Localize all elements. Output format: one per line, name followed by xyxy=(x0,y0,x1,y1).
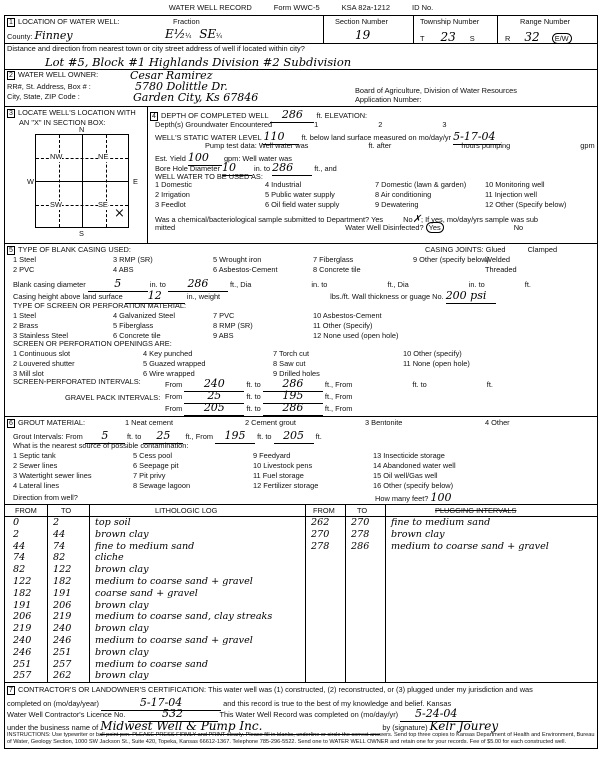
casingtypes-option[interactable]: 2 PVC xyxy=(13,265,35,274)
casing-lbs: lbs./ft. Wall thickness or guage No. xyxy=(330,292,444,301)
log-cell[interactable]: cliche xyxy=(95,552,124,564)
log-from-header-2: FROM xyxy=(313,506,335,515)
elevation-label: ft. ELEVATION: xyxy=(316,111,368,120)
screentypes-option[interactable]: 9 ABS xyxy=(213,331,234,340)
grout-ft: ft. xyxy=(315,432,322,441)
log-cell[interactable]: 219 xyxy=(13,623,32,635)
divider xyxy=(147,106,148,243)
se-label: SE xyxy=(98,200,108,209)
township-value[interactable]: 23 xyxy=(440,30,456,44)
log-row xyxy=(5,517,599,529)
log-from-header: FROM xyxy=(15,506,37,515)
groutopts-option[interactable]: 4 Other xyxy=(485,418,510,427)
openings-option[interactable]: 8 Saw cut xyxy=(273,359,306,368)
casing-types xyxy=(13,255,489,280)
log-cell[interactable]: 257 xyxy=(53,658,72,670)
mitted: mitted xyxy=(155,223,176,232)
uses-option[interactable]: 7 Domestic (lawn & garden) xyxy=(375,180,467,189)
divider xyxy=(323,16,324,43)
locate-title-2: AN "X" IN SECTION BOX: xyxy=(19,118,106,127)
pump-hours: hours pumping xyxy=(461,141,511,150)
ksa-number: KSA 82a-1212 xyxy=(341,3,390,12)
screentypes-option[interactable]: 11 Other (Specify) xyxy=(313,321,373,330)
log-cell[interactable]: 251 xyxy=(53,646,72,658)
gravel-from-label: From xyxy=(165,392,183,401)
contamination-label: What is the nearest source of possible contamination: xyxy=(13,441,189,450)
locate-title-1: LOCATE WELL'S LOCATION WITH xyxy=(18,108,136,117)
direction-label: Direction from well? xyxy=(13,493,78,502)
cert-date[interactable]: 5-17-04 xyxy=(101,697,221,711)
openings-option[interactable]: 7 Torch cut xyxy=(273,349,310,358)
gravel-ft-2: ft., From xyxy=(324,404,353,413)
section-5-number: 5 xyxy=(7,246,15,255)
log-row xyxy=(5,576,599,588)
fraction-label: Fraction xyxy=(173,17,200,26)
log-cell[interactable]: 122 xyxy=(53,564,72,576)
gravel-1-from[interactable]: 25 xyxy=(184,390,244,404)
uses-option[interactable]: 3 Feedlot xyxy=(155,200,186,209)
log-row xyxy=(5,659,599,671)
divider xyxy=(413,16,414,43)
perf-ft: ft., From xyxy=(324,380,353,389)
bore-label: Bore Hole Diameter xyxy=(155,164,220,173)
log-cell[interactable]: 182 xyxy=(13,587,32,599)
log-cell[interactable]: medium to coarse sand + gravel xyxy=(391,540,549,552)
screen-openings xyxy=(13,350,573,378)
log-cell[interactable]: 74 xyxy=(13,552,26,564)
pump-label: Pump test data: Well water was xyxy=(205,141,309,150)
log-cell[interactable]: fine to medium sand xyxy=(95,540,195,552)
srcs-option[interactable]: 16 Other (specify below) xyxy=(373,481,454,490)
openings-option[interactable]: 1 Continuous slot xyxy=(13,349,71,358)
log-cell[interactable]: 251 xyxy=(13,658,32,670)
yield-unit: gpm: Well water was xyxy=(223,154,292,163)
signature: Kelr Jourey xyxy=(429,719,499,733)
log-cell[interactable]: 191 xyxy=(13,599,32,611)
gw-3: 3 xyxy=(442,120,447,129)
location-title: LOCATION OF WATER WELL: xyxy=(18,17,120,26)
log-cell[interactable]: 2 xyxy=(53,517,60,528)
casingtypes-option[interactable]: 4 ABS xyxy=(113,265,134,274)
form-number: Form WWC-5 xyxy=(273,3,320,12)
pump-tail: ft. after xyxy=(368,141,392,150)
uses-option[interactable]: 12 Other (Specify below) xyxy=(485,200,567,209)
openings-option[interactable]: 5 Guazed wrapped xyxy=(143,359,206,368)
signature-label: by (signature) xyxy=(382,723,428,732)
perf-ft2: ft. to xyxy=(412,380,427,389)
log-row xyxy=(5,623,599,635)
srcs-option[interactable]: 2 Sewer lines xyxy=(13,461,58,470)
log-cell[interactable]: 82 xyxy=(53,552,66,564)
quarter-mark-2: ¼ xyxy=(216,33,223,40)
log-row xyxy=(5,647,599,659)
casing-ft-end: ft. xyxy=(524,280,531,289)
log-cell[interactable]: brown clay xyxy=(391,528,445,540)
gw-2: 2 xyxy=(378,120,383,129)
yield-label: Est. Yield xyxy=(155,154,186,163)
depth-title: DEPTH OF COMPLETED WELL xyxy=(161,111,269,120)
log-cell[interactable]: 286 xyxy=(351,540,370,552)
srcs-option[interactable]: 10 Livestock pens xyxy=(253,461,313,470)
township-s: S xyxy=(469,34,475,43)
casingtypes-option[interactable]: 3 RMP (SR) xyxy=(113,255,153,264)
welded-label: Welded xyxy=(485,255,510,264)
instructions: INSTRUCTIONS: Use typewriter or ball point pen. PLEASE PRESS FIRMLY and PRINT clearly. Please fill in blanks, underline or circle the correct answers. Send top three copies to Kansas Department of Health and Environment, Bureau of Water, Geology Section, 1000 SW Jackson St., Suite 420, Topeka, Kansas 66612-1367. Telephone 785-296-5522. Send one to WATER WELL OWNER and retain one for your records. Fee of $5.00 for each constructed well. xyxy=(7,732,595,745)
grout-from-2[interactable]: 195 xyxy=(215,430,255,444)
casing-ft-dia: in. to xyxy=(311,280,328,289)
screentypes-option[interactable]: 1 Steel xyxy=(13,311,37,320)
grout-title: GROUT MATERIAL: xyxy=(18,418,86,427)
id-label: ID No. xyxy=(412,3,434,12)
openings-option[interactable]: 11 None (open hole) xyxy=(403,359,470,368)
disinfected-label: Water Well Disinfected? xyxy=(345,223,424,232)
casingtypes-option[interactable]: 7 Fiberglass xyxy=(313,255,354,264)
cert-text2: completed on (mo/day/year) xyxy=(7,699,100,708)
casing-in-to: in. to xyxy=(468,280,485,289)
township-t: T xyxy=(420,34,425,43)
openings-option[interactable]: 6 Wire wrapped xyxy=(143,369,195,378)
log-row xyxy=(5,552,599,564)
srcs-option[interactable]: 14 Abandoned water well xyxy=(373,461,456,470)
perf-from-label: From xyxy=(165,380,183,389)
section-4-number: 4 xyxy=(150,112,158,121)
casing-dia-to: in. to xyxy=(149,280,166,289)
casing-title: TYPE OF BLANK CASING USED: xyxy=(18,245,131,254)
casingtypes-option[interactable]: 5 Wrought iron xyxy=(213,255,262,264)
record-completed-label: This Water Well Record was completed on (mo/day/yr) xyxy=(219,710,399,719)
cert-text3: and this record is true to the best of my knowledge and belief. Kansas xyxy=(223,699,452,708)
bore-depth[interactable]: 286 xyxy=(272,162,312,176)
openings-option[interactable]: 9 Drilled holes xyxy=(273,369,320,378)
section-number-value[interactable]: 19 xyxy=(355,28,371,42)
grout-interval-label: Grout Intervals: From xyxy=(13,432,83,441)
srcs-option[interactable]: 13 Insecticide storage xyxy=(373,451,445,460)
perf-from[interactable]: 240 xyxy=(184,378,244,392)
casingtypes-option[interactable]: 6 Asbestos-Cement xyxy=(213,265,278,274)
range-r: R xyxy=(505,34,511,43)
how-many-feet-label: How many feet? xyxy=(375,494,429,503)
log-row xyxy=(5,541,599,553)
srcs-option[interactable]: 8 Sewage lagoon xyxy=(133,481,191,490)
gravel-1-to[interactable]: 195 xyxy=(263,390,323,404)
srcs-option[interactable]: 3 Watertight sewer lines xyxy=(13,471,92,480)
uses-option[interactable]: 4 Industrial xyxy=(265,180,302,189)
log-cell[interactable]: 0 xyxy=(13,517,20,528)
grout-to-2[interactable]: 205 xyxy=(274,430,314,444)
screentypes-option[interactable]: 8 RMP (SR) xyxy=(213,321,253,330)
south-label: S xyxy=(79,229,84,238)
groundwater-label: Depth(s) Groundwater Encountered xyxy=(155,120,273,129)
log-row xyxy=(5,529,599,541)
gravel-2-to[interactable]: 286 xyxy=(263,402,323,416)
log-cell[interactable]: 246 xyxy=(53,635,72,646)
casing-ft: ft., Dia xyxy=(387,280,409,289)
uses-option[interactable]: 1 Domestic xyxy=(155,180,192,189)
uses-option[interactable]: 2 Irrigation xyxy=(155,190,190,199)
board-label: Board of Agriculture, Division of Water Resources xyxy=(355,86,517,95)
log-cell[interactable]: 270 xyxy=(351,517,370,528)
owner-name[interactable]: Cesar Ramirez xyxy=(130,69,213,82)
screentypes-option[interactable]: 10 Asbestos-Cement xyxy=(313,311,382,320)
pump-gpm: gpm xyxy=(580,141,595,150)
log-cell[interactable]: 278 xyxy=(311,540,330,552)
screen-types xyxy=(13,312,573,340)
gravel-from-label-2: From xyxy=(165,404,183,413)
log-row xyxy=(5,635,599,647)
business-name[interactable]: Midwest Well & Pump Inc. xyxy=(100,720,380,735)
static-value[interactable]: 110 xyxy=(263,131,299,145)
openings-option[interactable]: 4 Key punched xyxy=(143,349,193,358)
uses-option[interactable]: 8 Air conditioning xyxy=(375,190,432,199)
grout-options xyxy=(125,419,585,429)
use-title: WELL WATER TO BE USED AS: xyxy=(155,172,263,181)
log-cell[interactable]: 206 xyxy=(53,599,72,611)
section-6-number: 6 xyxy=(7,419,15,428)
casing-height-label: Casing height above land surface xyxy=(13,292,123,301)
water-well-record-form xyxy=(4,4,598,753)
screentypes-option[interactable]: 2 Brass xyxy=(13,321,39,330)
business-label: under the business name of xyxy=(7,723,99,732)
static-date[interactable]: 5-17-04 xyxy=(453,131,501,145)
casing-psi[interactable]: 200 psi xyxy=(446,290,496,304)
log-to-header-2: TO xyxy=(357,506,368,515)
west-label: W xyxy=(27,177,34,186)
log-cell[interactable]: 74 xyxy=(53,540,66,552)
quarter-mark-1: ¼ xyxy=(185,33,192,40)
form-border: 1 LOCATION OF WATER WELL: County: Finney Fraction E½¼ SE¼ Section Number 19 Township Number T 23 S Range Number R 32 E/W Distance and direction from nearest town or city street address of well if located within city? Lot #5, Block #1 Highlands Division #2 Subdivision 2 WATER WELL OWNER: Cesar Ramirez RR#, St. Address, Box # : 5780 Dolittle Dr. City, State, ZIP Code : Garden City, Ks 67846 Board of Agriculture, Division of Water Resources Application Number: 3 LOCATE WELL'S LOCATION WITH AN "X" IN SECTION BOX: NW NE SW SE × N S W E 4 DEPTH OF COMPLETED WELL 286 ft. ELEVATION: Depth(s) Groundwater Encountered 1 2 3 WELL'S STATIC WATER LEVEL 110 ft. below land surface measured on mo/day/yr 5-17-04 Pump test data: Well water was ft. after hours pumping gpm Est. Yield 100 gpm: Well water was Bore Hole Diameter 10 in. to 286 ft., and WELL WATER TO BE USED AS: 1 Domestic 2 Irrigation 3 Feedlot 4 Industrial 5 Public water supply 6 Oil field water supply 7 Domestic (lawn & garden) 8 Air conditioning 9 Dewatering 10 Monitoring well 11 Injection well 12 Other (Specify below) Was a chemical/bacteriological sample submitted to Department? Yes No✗; If yes, mo/day/yrs sample was sub mitted Water Well Disinfected? Yes No 5 TYPE OF BLANK CASING USED: 1 Steel 2 PVC 3 RMP (SR) 4 ABS 5 Wrought iron 6 Asbestos-Cement 7 Fiberglass 8 Concrete tile 9 Other (specify below) CASING JOINTS: Glued Clamped Welded Threaded Blank casing diameter 5 in. to 286 ft., Dia in. to ft., Dia in. to ft. Casing height above land surface 12 in., weight lbs./ft. Wall thickness or guage No. 200 psi TYPE OF SCREEN OR PERFORATION MATERIAL: 1 Steel 2 Brass 3 Stainless Steel 4 Galvanized Steel 5 Fiberglass 6 Concrete tile 7 PVC 8 RMP (SR) 9 ABS 10 Asbestos-Cement 11 Other (Specify) 12 None used (open hole) SCREEN OR PERFORATION OPENINGS ARE: 1 Continuous slot 2 Louvered shutter 3 Mill slot 4 Key punched 5 Guazed wrapped 6 Wire wrapped 7 Torch cut 8 Saw cut 9 Drilled holes 10 Other (specify) 11 None (open hole) SCREEN-PERFORATED INTERVALS: From 240 ft. to 286 ft., From ft. to ft. GRAVEL PACK INTERVALS: From 25 ft. to 195 ft., From From 205 ft. to 286 ft., From 6 GROUT MATERIAL: 1 Neat cement 2 Cement grout 3 Bentonite 4 Other Grout Intervals: From 5 ft. to 25 ft., From 195 ft. to 205 ft. What is the nearest source of possible contamination: 1 Septic tank 2 Sewer lines 3 Watertight sewer lines 4 Lateral lines 5 Cess pool 6 Seepage pit 7 Pit privy 8 Sewage lagoon 9 Feedyard 10 Livestock pens 11 Fuel storage 12 Fertilizer storage 13 Insecticide storage 14 Abandoned water well 15 Oil well/Gas well 16 Other (specify below) Direction from well? How many feet? 100 FROM TO LITHOLOGIC LOG FROM TO PLUGGING INTERVALS 0 2 top soil 262 270 fine to medium sand 2 44 brown clay 270 278 brown clay 44 74 fine to medium sand 278 286 medium to coarse sand + gravel 74 82 cliche 82 122 brown clay 122 182 medium to coarse sand + gravel 182 191 coarse sand + gravel 191 206 brown clay 206 219 medium to coarse sand, clay streaks 219 240 brown clay 240 246 medium to coarse sand + gravel 246 251 brown clay 251 257 medium to coarse sand 257 262 brown clay 7 CONTRACTOR'S OR LANDOWNER'S CERTIFICATION: This water well was (1) constructed, (2) reconstructed, or (3) plugged under my jurisdiction and was completed on (mo/day/year) 5-17-04 and this record is true to the best of my knowledge and belief. Kansas Water Well Contractor's Licence No. 532 This Water Well Record was completed on (mo/day/yr) 5-24-04 under the business name of Midwest Well & Pump Inc. by (signature) Kelr Jourey INSTRUCTIONS: Use typewriter or ball point pen. PLEASE PRESS FIRMLY and PRINT clearly. Please fill in blanks, underline or circle the correct answers. Send top three copies to Kansas Department of Health and Environment, Bureau of Water, Geology Section, 1000 SW Jackson St., Suite 420, Topeka, Kansas 66612-1367. Telephone 785-296-5522. Send one to WATER WELL OWNER and retain one for your records. Fee of $5.00 for each constructed well. xyxy=(4,15,598,749)
casing-diameter-value[interactable]: 5 xyxy=(88,278,148,292)
depth-value[interactable]: 286 xyxy=(270,109,314,123)
perf-to[interactable]: 286 xyxy=(263,378,323,392)
distance-label: Distance and direction from nearest town or city street address of well if located within city? xyxy=(7,44,305,53)
log-cell[interactable]: 44 xyxy=(13,540,26,552)
grout-ft-to-2: ft. to xyxy=(257,432,272,441)
gw-1: 1 xyxy=(314,120,319,129)
range-direction[interactable]: E/W xyxy=(552,33,572,44)
disinfected-no[interactable]: No xyxy=(513,223,524,232)
log-cell[interactable]: 191 xyxy=(53,587,72,599)
township-label: Township Number xyxy=(420,17,480,26)
distance-value[interactable]: Lot #5, Block #1 Highlands Division #2 Subdivision xyxy=(45,55,352,69)
clamped-label: Clamped xyxy=(527,245,558,254)
screentypes-option[interactable]: 12 None used (open hole) xyxy=(313,331,399,340)
grout-ft-from: ft., From xyxy=(185,432,213,441)
city-label: City, State, ZIP Code : xyxy=(7,92,80,101)
log-row xyxy=(5,600,599,612)
fraction-value-2[interactable]: SE xyxy=(199,27,217,41)
log-cell[interactable]: brown clay xyxy=(95,623,149,635)
groutopts-option[interactable]: 2 Cement grout xyxy=(245,418,296,427)
address-label: RR#, St. Address, Box # : xyxy=(7,82,91,91)
section-1-number: 1 xyxy=(7,18,15,27)
casing-joints-label: CASING JOINTS: Glued xyxy=(425,245,506,254)
grout-from-1[interactable]: 5 xyxy=(85,430,125,444)
log-cell[interactable]: fine to medium sand xyxy=(391,517,491,528)
srcs-option[interactable]: 11 Fuel storage xyxy=(253,471,304,480)
fraction-value-1[interactable]: E½ xyxy=(165,27,186,41)
divider xyxy=(497,16,498,43)
log-cell[interactable]: 262 xyxy=(311,517,330,528)
log-cell[interactable]: 246 xyxy=(13,646,32,658)
static-label: WELL'S STATIC WATER LEVEL xyxy=(155,133,262,142)
section-7-number: 7 xyxy=(7,686,15,695)
log-rows xyxy=(5,517,599,683)
screentypes-option[interactable]: 3 Stainless Steel xyxy=(13,331,69,340)
log-cell[interactable]: 240 xyxy=(13,635,32,646)
log-row xyxy=(5,588,599,600)
uses-option[interactable]: 11 Injection well xyxy=(485,190,538,199)
log-lith-header: LITHOLOGIC LOG xyxy=(155,506,218,515)
screentypes-option[interactable]: 4 Galvanized Steel xyxy=(113,311,176,320)
nw-label: NW xyxy=(50,152,63,161)
log-cell[interactable]: 270 xyxy=(311,528,330,540)
record-completed-date[interactable]: 5-24-04 xyxy=(400,708,472,722)
log-plug-header: PLUGGING INTERVALS xyxy=(435,506,517,515)
log-cell[interactable]: 278 xyxy=(351,528,370,540)
license-label: Water Well Contractor's Licence No. xyxy=(7,710,126,719)
casing-dia-tail: ft., Dia xyxy=(230,280,252,289)
log-cell[interactable]: 240 xyxy=(53,623,72,635)
log-row xyxy=(5,670,599,682)
application-label: Application Number: xyxy=(355,95,422,104)
uses-option[interactable]: 9 Dewatering xyxy=(375,200,419,209)
log-cell[interactable]: brown clay xyxy=(95,599,149,611)
srcs-option[interactable]: 6 Seepage pit xyxy=(133,461,179,470)
disinfected-yes[interactable]: Yes xyxy=(426,222,444,233)
gravel-ft-to-2: ft. to xyxy=(246,404,261,413)
city-value[interactable]: Garden City, Ks 67846 xyxy=(133,91,259,104)
threaded-label: Threaded xyxy=(485,265,517,274)
gravel-ft-to: ft. to xyxy=(246,392,261,401)
sw-label: SW xyxy=(50,200,62,209)
chem-label: Was a chemical/bacteriological sample submitted to Department? Yes xyxy=(155,215,384,224)
srcs-option[interactable]: 4 Lateral lines xyxy=(13,481,60,490)
log-cell[interactable]: brown clay xyxy=(95,564,149,576)
casing-diameter-label: Blank casing diameter xyxy=(13,280,86,289)
uses-option[interactable]: 5 Public water supply xyxy=(265,190,335,199)
openings-option[interactable]: 3 Mill slot xyxy=(13,369,44,378)
grout-ft-to-1: ft. to xyxy=(126,432,142,441)
form-title: WATER WELL RECORD xyxy=(168,3,252,12)
screen-title: TYPE OF SCREEN OR PERFORATION MATERIAL: xyxy=(13,301,187,310)
srcs-option[interactable]: 9 Feedyard xyxy=(253,451,291,460)
log-row xyxy=(5,564,599,576)
log-row xyxy=(5,611,599,623)
casingtypes-option[interactable]: 1 Steel xyxy=(13,255,37,264)
east-label: E xyxy=(133,177,138,186)
well-location-mark: × xyxy=(114,206,125,221)
log-cell[interactable]: brown clay xyxy=(95,670,149,682)
log-cell[interactable]: medium to coarse sand + gravel xyxy=(95,576,253,587)
log-cell[interactable]: medium to coarse sand, clay streaks xyxy=(95,611,273,623)
log-cell[interactable]: coarse sand + gravel xyxy=(95,587,198,599)
section-number-label: Section Number xyxy=(335,17,388,26)
perf-ft3: ft. xyxy=(486,380,493,389)
openings-title: SCREEN OR PERFORATION OPENINGS ARE: xyxy=(13,339,172,348)
section-box[interactable] xyxy=(35,134,129,228)
casingtypes-option[interactable]: 8 Concrete tile xyxy=(313,265,361,274)
north-label: N xyxy=(79,125,85,134)
yield-value[interactable]: 100 xyxy=(188,152,222,166)
srcs-option[interactable]: 12 Fertilizer storage xyxy=(253,481,319,490)
gravel-2-from[interactable]: 205 xyxy=(184,402,244,416)
openings-option[interactable]: 2 Louvered shutter xyxy=(13,359,75,368)
chem-no: No xyxy=(403,215,413,224)
casingtypes-option[interactable]: 9 Other (specify below) xyxy=(413,255,489,264)
static-tail: ft. below land surface measured on mo/day/yr xyxy=(301,133,452,142)
openings-option[interactable]: 10 Other (specify) xyxy=(403,349,462,358)
ne-label: NE xyxy=(98,152,109,161)
bore-ft: ft., and xyxy=(314,164,337,173)
screentypes-option[interactable]: 7 PVC xyxy=(213,311,235,320)
groutopts-option[interactable]: 3 Bentonite xyxy=(365,418,403,427)
uses-option[interactable]: 6 Oil field water supply xyxy=(265,200,340,209)
log-cell[interactable]: 2 xyxy=(13,528,20,540)
log-to-header: TO xyxy=(61,506,72,515)
casing-height-value[interactable]: 12 xyxy=(125,290,185,304)
license-value[interactable]: 532 xyxy=(128,708,218,722)
contamination-sources xyxy=(13,452,593,492)
log-cell[interactable]: brown clay xyxy=(95,646,149,658)
log-cell[interactable]: 82 xyxy=(13,564,26,576)
range-label: Range Number xyxy=(520,17,571,26)
log-cell[interactable]: 262 xyxy=(53,670,72,682)
bore-value[interactable]: 10 xyxy=(222,162,252,176)
county-value[interactable]: Finney xyxy=(35,30,135,44)
casing-depth-value[interactable]: 286 xyxy=(168,278,228,292)
how-many-feet-value[interactable]: 100 xyxy=(430,491,452,504)
owner-title: WATER WELL OWNER: xyxy=(18,70,99,79)
cert-title: CONTRACTOR'S OR LANDOWNER'S CERTIFICATION: xyxy=(18,685,207,694)
bore-tail: in. to xyxy=(254,164,271,173)
chem-tail: ; If yes, mo/day/yrs sample was sub xyxy=(420,215,539,224)
log-cell[interactable]: brown clay xyxy=(95,528,149,540)
uses-option[interactable]: 10 Monitoring well xyxy=(485,180,545,189)
log-cell[interactable]: medium to coarse sand + gravel xyxy=(95,635,253,646)
grout-to-1[interactable]: 25 xyxy=(143,430,183,444)
perf-ft-to: ft. to xyxy=(246,380,261,389)
log-cell[interactable]: top soil xyxy=(95,517,131,528)
screentypes-option[interactable]: 6 Concrete tile xyxy=(113,331,161,340)
county-label: County: xyxy=(7,32,33,41)
cert-text1: This water well was (1) constructed, (2) reconstructed, or (3) plugged under my jurisdiction and was xyxy=(207,685,533,694)
log-cell[interactable]: 206 xyxy=(13,611,32,623)
range-value[interactable]: 32 xyxy=(524,30,540,44)
log-cell[interactable]: 219 xyxy=(53,611,72,623)
screentypes-option[interactable]: 5 Fiberglass xyxy=(113,321,154,330)
section-2-number: 2 xyxy=(7,71,15,80)
log-cell[interactable]: 182 xyxy=(53,576,72,587)
lithologic-log-table xyxy=(4,504,598,683)
srcs-option[interactable]: 7 Pit privy xyxy=(133,471,166,480)
form-header xyxy=(4,4,598,14)
log-cell[interactable]: 44 xyxy=(53,528,66,540)
gravel-ft: ft., From xyxy=(324,392,353,401)
groutopts-option[interactable]: 1 Neat cement xyxy=(125,418,174,427)
perf-label: SCREEN-PERFORATED INTERVALS: xyxy=(13,377,141,386)
srcs-option[interactable]: 15 Oil well/Gas well xyxy=(373,471,438,480)
log-cell[interactable]: medium to coarse sand xyxy=(95,658,209,670)
log-cell[interactable]: 257 xyxy=(13,670,32,682)
log-cell[interactable]: 122 xyxy=(13,576,32,587)
section-3-number: 3 xyxy=(7,109,15,118)
casing-height-tail: in., weight xyxy=(186,292,221,301)
gravel-label: GRAVEL PACK INTERVALS: xyxy=(65,393,161,402)
srcs-option[interactable]: 1 Septic tank xyxy=(13,451,56,460)
srcs-option[interactable]: 5 Cess pool xyxy=(133,451,173,460)
address-value[interactable]: 5780 Dolittle Dr. xyxy=(135,80,228,93)
